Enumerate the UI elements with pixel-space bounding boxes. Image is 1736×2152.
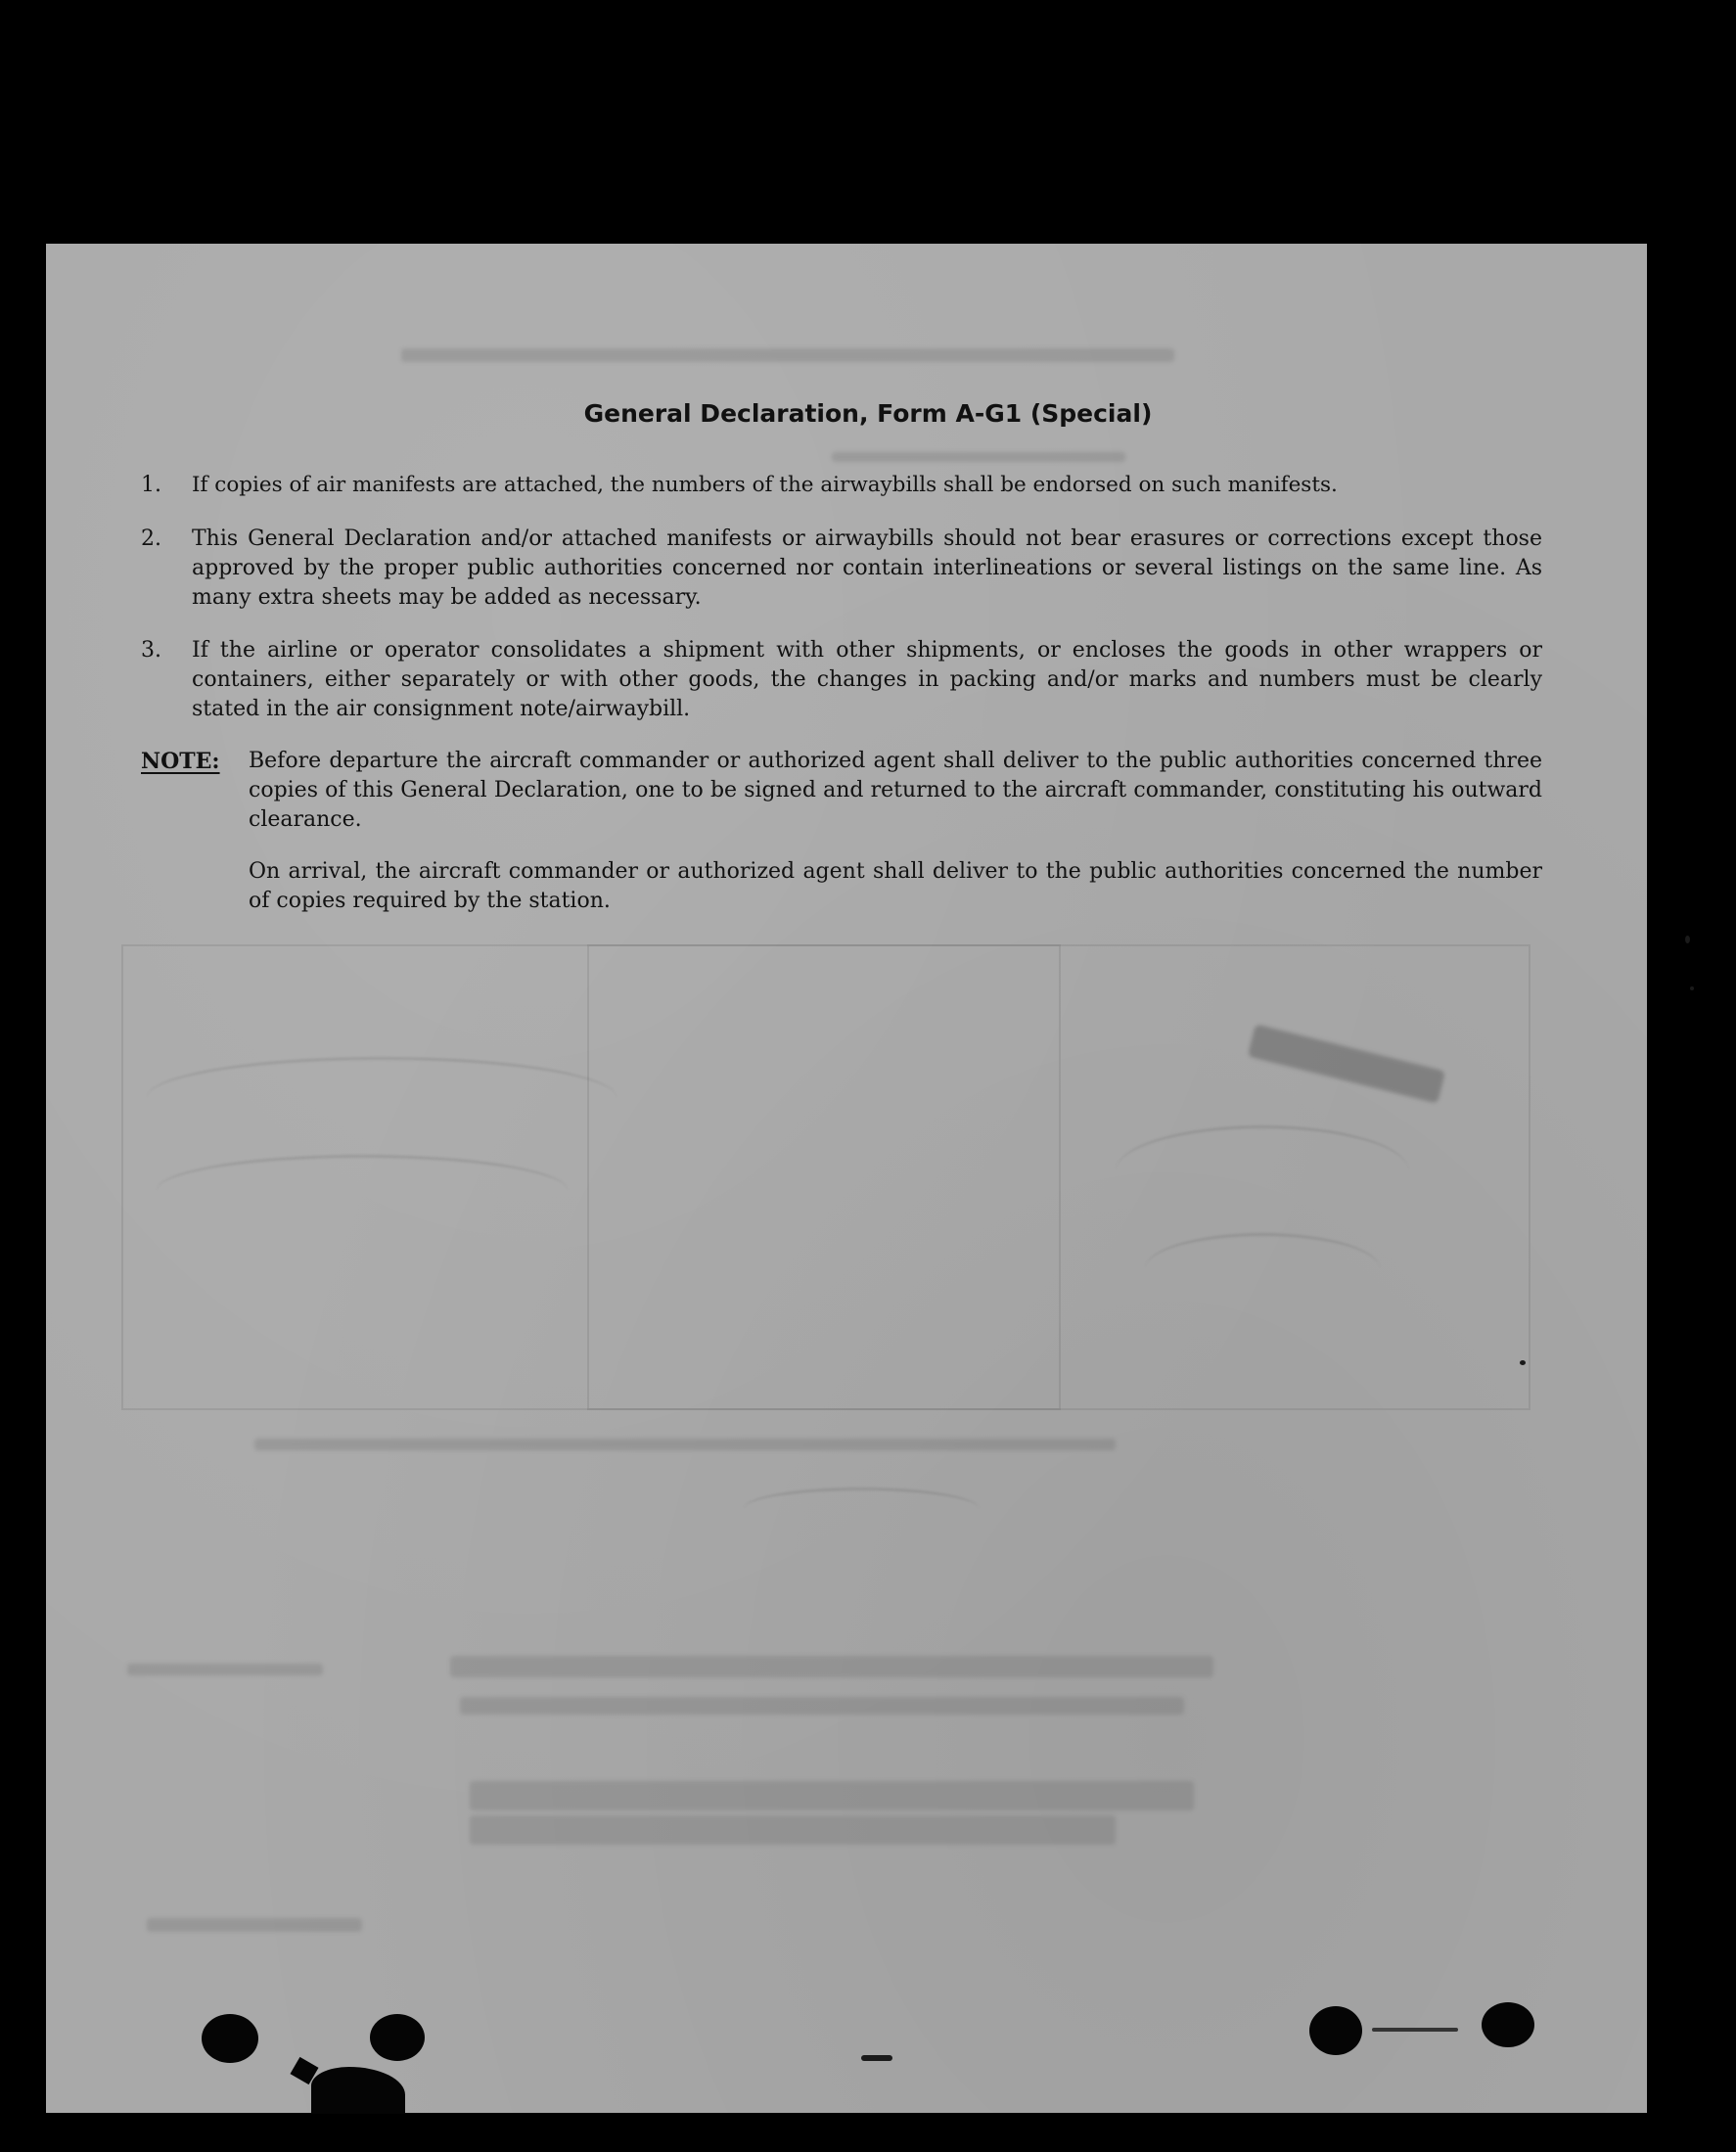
instruction-item-1 [141, 471, 1542, 502]
note-paragraph-2: On arrival, the aircraft commander or authorized agent shall deliver to the public authorities concerned the number of copies required by the station. [249, 859, 1542, 913]
instruction-item-3 [141, 636, 1542, 726]
punch-hole [1309, 2006, 1362, 2055]
speck [861, 2055, 892, 2061]
punch-hole [370, 2014, 425, 2061]
speck [1372, 2028, 1458, 2032]
punch-hole [1482, 2002, 1534, 2047]
speck [1685, 936, 1690, 943]
note-paragraph-1: Before departure the aircraft commander or authorized agent shall deliver to the public authorities concerned three copies of this General Declaration, one to be signed and returned to the aircraft commander, constituting his outward clearance. [249, 749, 1542, 832]
item-number: 3. [141, 638, 161, 663]
item-text: This General Declaration and/or attached manifests or airwaybills should not bear erasures or corrections except those approved by the proper public authorities concerned nor contain interlineations or several listings on the same line. As many extra sheets may be added as necessary. [192, 527, 1542, 610]
speck [1690, 986, 1694, 990]
note-label: NOTE: [141, 749, 220, 774]
instruction-item-2 [141, 525, 1542, 615]
speck [1520, 1360, 1526, 1365]
document-title: General Declaration, Form A-G1 (Special) [583, 399, 1153, 428]
item-text: If copies of air manifests are attached, the numbers of the airwaybills shall be endorsed on such manifests. [192, 473, 1338, 497]
item-number: 1. [141, 473, 161, 497]
punch-hole [202, 2014, 258, 2063]
item-number: 2. [141, 527, 161, 551]
item-text: If the airline or operator consolidates a shipment with other shipments, or encloses the goods in other wrappers or containers, either separately or with other goods, the changes in packing and/or marks and numbers must be clearly stated in the air consignment note/airwaybill. [192, 638, 1542, 721]
